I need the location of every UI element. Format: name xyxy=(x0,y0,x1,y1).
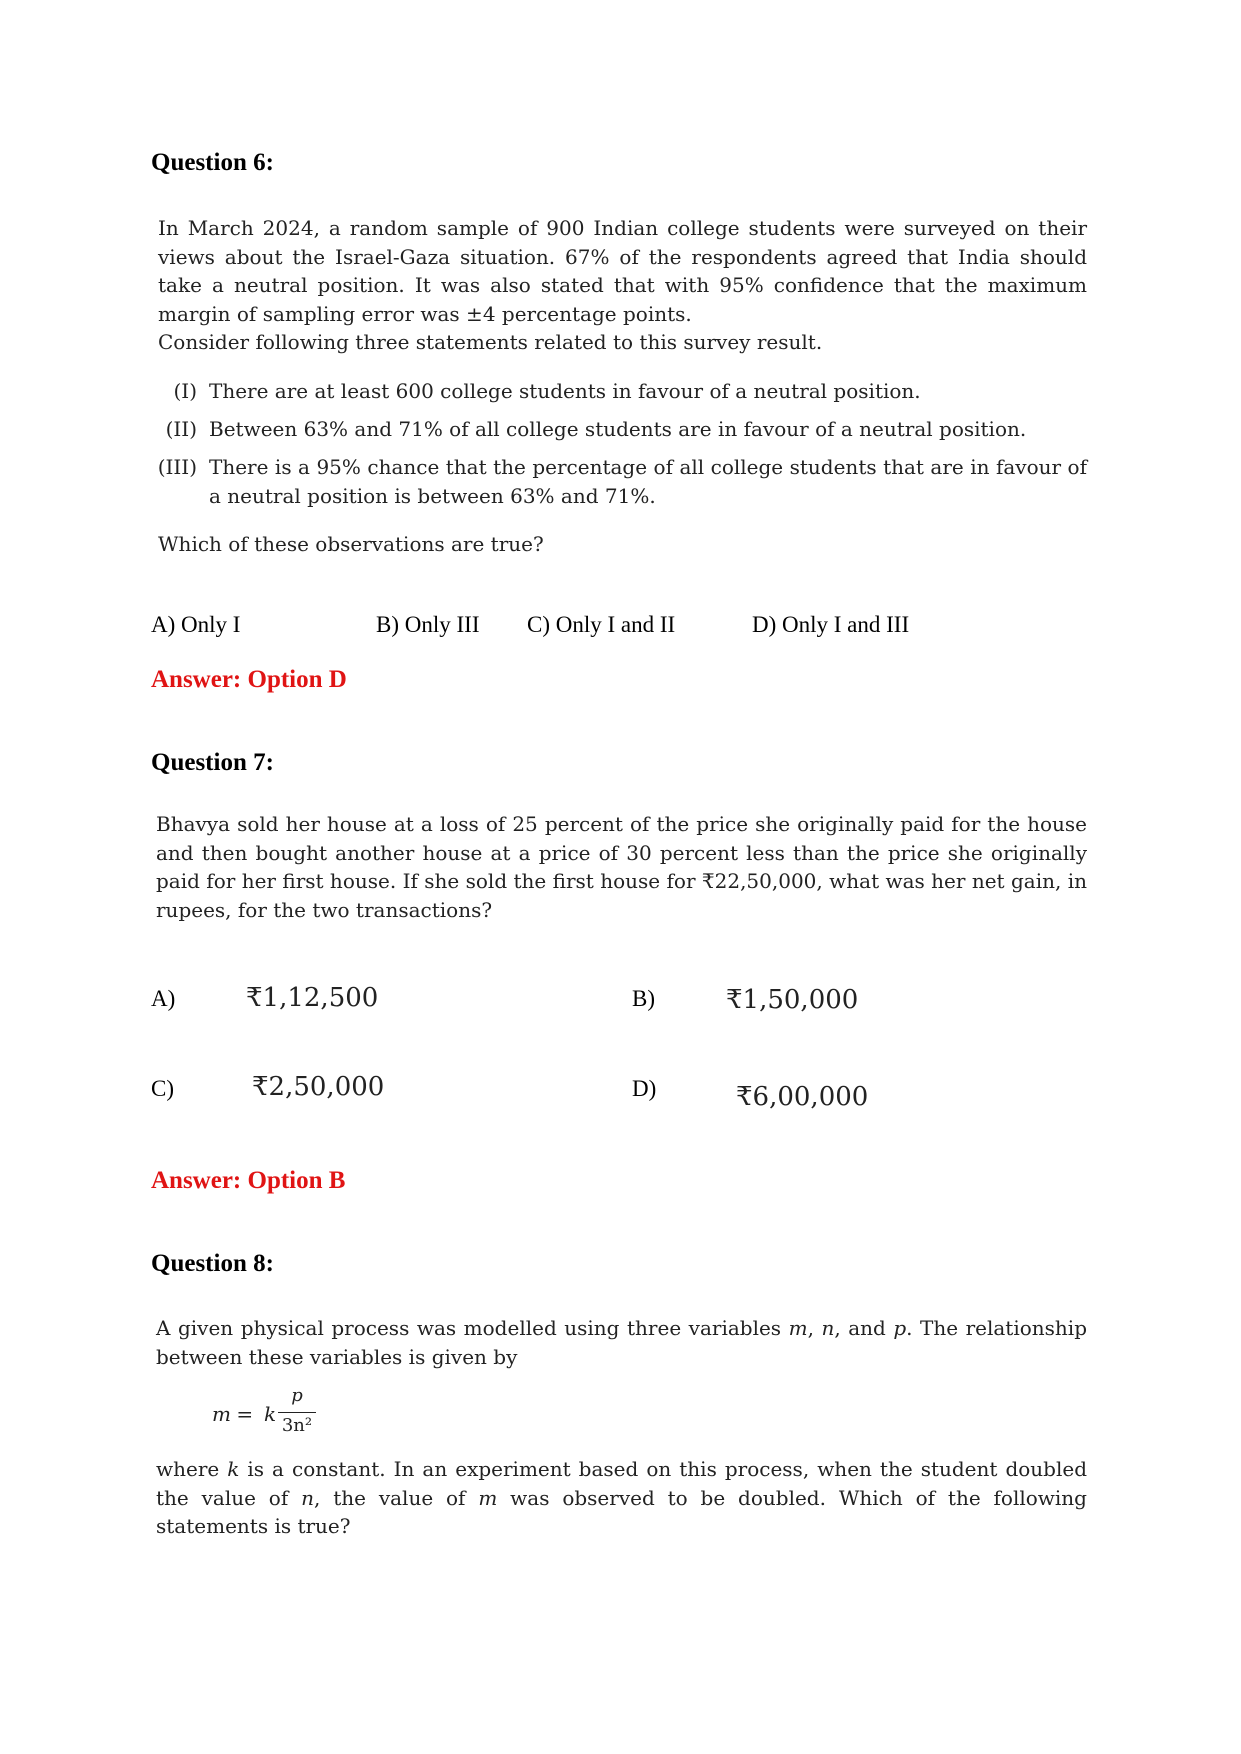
option-d-label: D) xyxy=(632,1076,657,1101)
question-8-followup: where k is a constant. In an experiment based on this process, when the student doubled the value of n, the value of m was observed to be doubled. Which of the following statements is true? xyxy=(156,1457,1088,1538)
fraction-bar xyxy=(278,1412,316,1413)
option-b-label: B) xyxy=(632,986,655,1011)
option-c-value: ₹2,50,000 xyxy=(252,1072,385,1102)
option-c-label: C) xyxy=(151,1076,174,1101)
option-b-value: ₹1,50,000 xyxy=(726,985,859,1015)
statement-text: There is a 95% chance that the percentage of all college students that are in favour of a neutral position is between 63% and 71%. xyxy=(209,455,1087,508)
formula-denominator: 3n² xyxy=(281,1415,313,1436)
statement-number: (III) xyxy=(157,455,197,479)
question-7-answer: Answer: Option B xyxy=(151,1167,346,1194)
option-d: D) Only I and III xyxy=(752,612,910,637)
formula-numerator: p xyxy=(291,1385,303,1406)
statement-text: Between 63% and 71% of all college students are in favour of a neutral position. xyxy=(209,417,1027,441)
formula-equals: = xyxy=(230,1402,260,1426)
option-d-value: ₹6,00,000 xyxy=(736,1082,869,1112)
statement-text: There are at least 600 college students in favour of a neutral position. xyxy=(209,379,921,403)
question-6-paragraph: In March 2024, a random sample of 900 Indian college students were surveyed on their views about the Israel-Gaza situation. 67% of the respondents agreed that India should take a neutral position. It was also stated that with 95% confidence that the maximum margin of sampling error was ±4 percentage points. xyxy=(158,216,1087,326)
option-a-value: ₹1,12,500 xyxy=(246,983,379,1013)
statement-number: (II) xyxy=(165,417,197,441)
question-7-heading: Question 7: xyxy=(151,749,274,776)
statement-number: (I) xyxy=(173,379,197,403)
option-a: A) Only I xyxy=(151,612,241,637)
question-7-paragraph: Bhavya sold her house at a loss of 25 percent of the price she originally paid for the house and then bought another house at a price of 30 percent less than the price she originally paid for her first house. If she sold the first house for ₹22,50,000, what was her net gain, in rupees, for the two transactions? xyxy=(156,812,1087,922)
option-c: C) Only I and II xyxy=(527,612,676,637)
question-6-intro-statements: Consider following three statements related to this survey result. xyxy=(158,330,823,354)
formula-lhs: m xyxy=(212,1402,231,1426)
question-8-heading: Question 8: xyxy=(151,1250,274,1277)
option-b: B) Only III xyxy=(376,612,480,637)
formula-k: k xyxy=(264,1402,277,1426)
question-8-paragraph: A given physical process was modelled using three variables m, n, and p. The relationship between these variables is given by xyxy=(156,1316,1088,1369)
option-a-label: A) xyxy=(151,986,176,1011)
question-6-heading: Question 6: xyxy=(151,149,274,176)
question-6-prompt: Which of these observations are true? xyxy=(158,532,544,556)
question-6-answer: Answer: Option D xyxy=(151,666,347,693)
